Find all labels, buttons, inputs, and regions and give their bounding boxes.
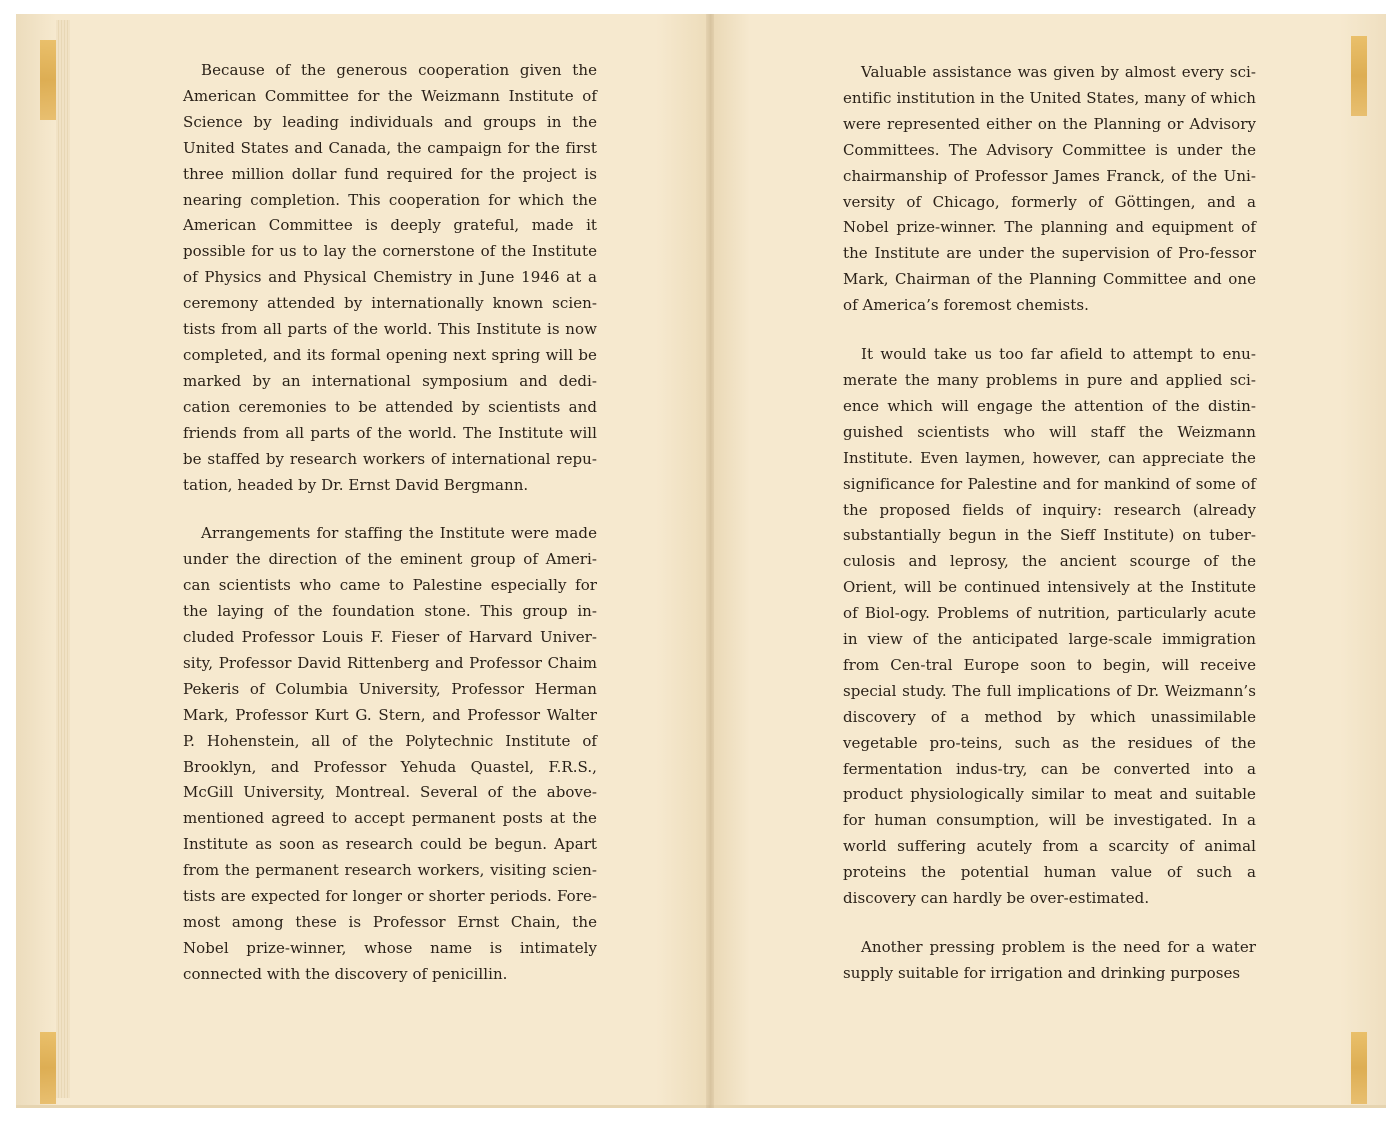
tape-strip xyxy=(1351,1032,1367,1104)
paragraph: Another pressing problem is the need for a water supply suitable for irrigation and drinking purposes xyxy=(843,938,1256,982)
paragraph: Valuable assistance was given by almost every sci-entific institution in the United States, many of which were represented either on the Planning or Advisory Committees. The Advisory Committee is under the chairmanship of Professor James Franck, of the Uni-versity of Chicago, formerly of Göttingen, and a Nobel prize-winner. The planning and equipment of the Institute are under the supervision of Pro-fessor Mark, Chairman of the Planning Committee and one of America’s foremost chemists. xyxy=(843,63,1256,315)
tape-strip xyxy=(40,40,56,120)
paragraph: Because of the generous cooperation given the American Committee for the Weizmann Institute of Science by leading individuals and groups in the United States and Canada, the campaign for the first three million dollar fund required for the project is nearing completion. This cooperation for which the American Committee is deeply grateful, made it possible for us to lay the cornerstone of the Institute of Physics and Physical Chemistry in June 1946 at a ceremony attended by internationally known scien-tists from all parts of the world. This Institute is now completed, and its formal opening next spring will be marked by an international symposium and dedi-cation ceremonies to be attended by scientists and friends from all parts of the world. The Institute will be staffed by research workers of international repu-tation, headed by Dr. Ernst David Bergmann. xyxy=(183,61,597,494)
paragraph: Arrangements for staffing the Institute were made under the direction of the eminent group of Ameri-can scientists who came to Palestine especially for the laying of the foundation stone. This group in-cluded Professor Louis F. Fieser of Harvard Univer-sity, Professor David Rittenberg and Professor Chaim Pekeris of Columbia University, Professor Herman Mark, Professor Kurt G. Stern, and Professor Walter P. Hohenstein, all of the Polytechnic Institute of Brooklyn, and Professor Yehuda Quastel, F.R.S., McGill University, Montreal. Several of the above-mentioned agreed to accept permanent posts at the Institute as soon as research could be begun. Apart from the permanent research workers, visiting scien-tists are expected for longer or shorter periods. Fore-most among these is Professor Ernst Chain, the Nobel prize-winner, whose name is intimately connected with the discovery of penicillin. xyxy=(183,524,597,983)
page-edges xyxy=(56,20,70,1098)
tape-strip xyxy=(40,1032,56,1104)
right-page-text xyxy=(843,60,1256,1010)
paragraph: It would take us too far afield to attempt to enu-merate the many problems in pure and applied sci-ence which will engage the attention of the distin-guished scientists who will staff the Weizmann Institute. Even laymen, however, can appreciate the significance for Palestine and for mankind of some of the proposed fields of inquiry: research (already substantially begun in the Sieff Institute) on tuber-culosis and leprosy, the ancient scourge of the Orient, will be continued intensively at the Institute of Biol-ogy. Problems of nutrition, particularly acute in view of the anticipated large-scale immigration from Cen-tral Europe soon to begin, will receive special study. The full implications of Dr. Weizmann’s discovery of a method by which unassimilable vegetable pro-teins, such as the residues of the fermentation indus-try, can be converted into a product physiologically similar to meat and suitable for human consumption, will be investigated. In a world suffering acutely from a scarcity of animal proteins the potential human value of such a discovery can hardly be over-estimated. xyxy=(843,345,1256,908)
book-gutter xyxy=(706,14,714,1108)
tape-strip xyxy=(1351,36,1367,116)
left-page-text xyxy=(183,58,597,1011)
